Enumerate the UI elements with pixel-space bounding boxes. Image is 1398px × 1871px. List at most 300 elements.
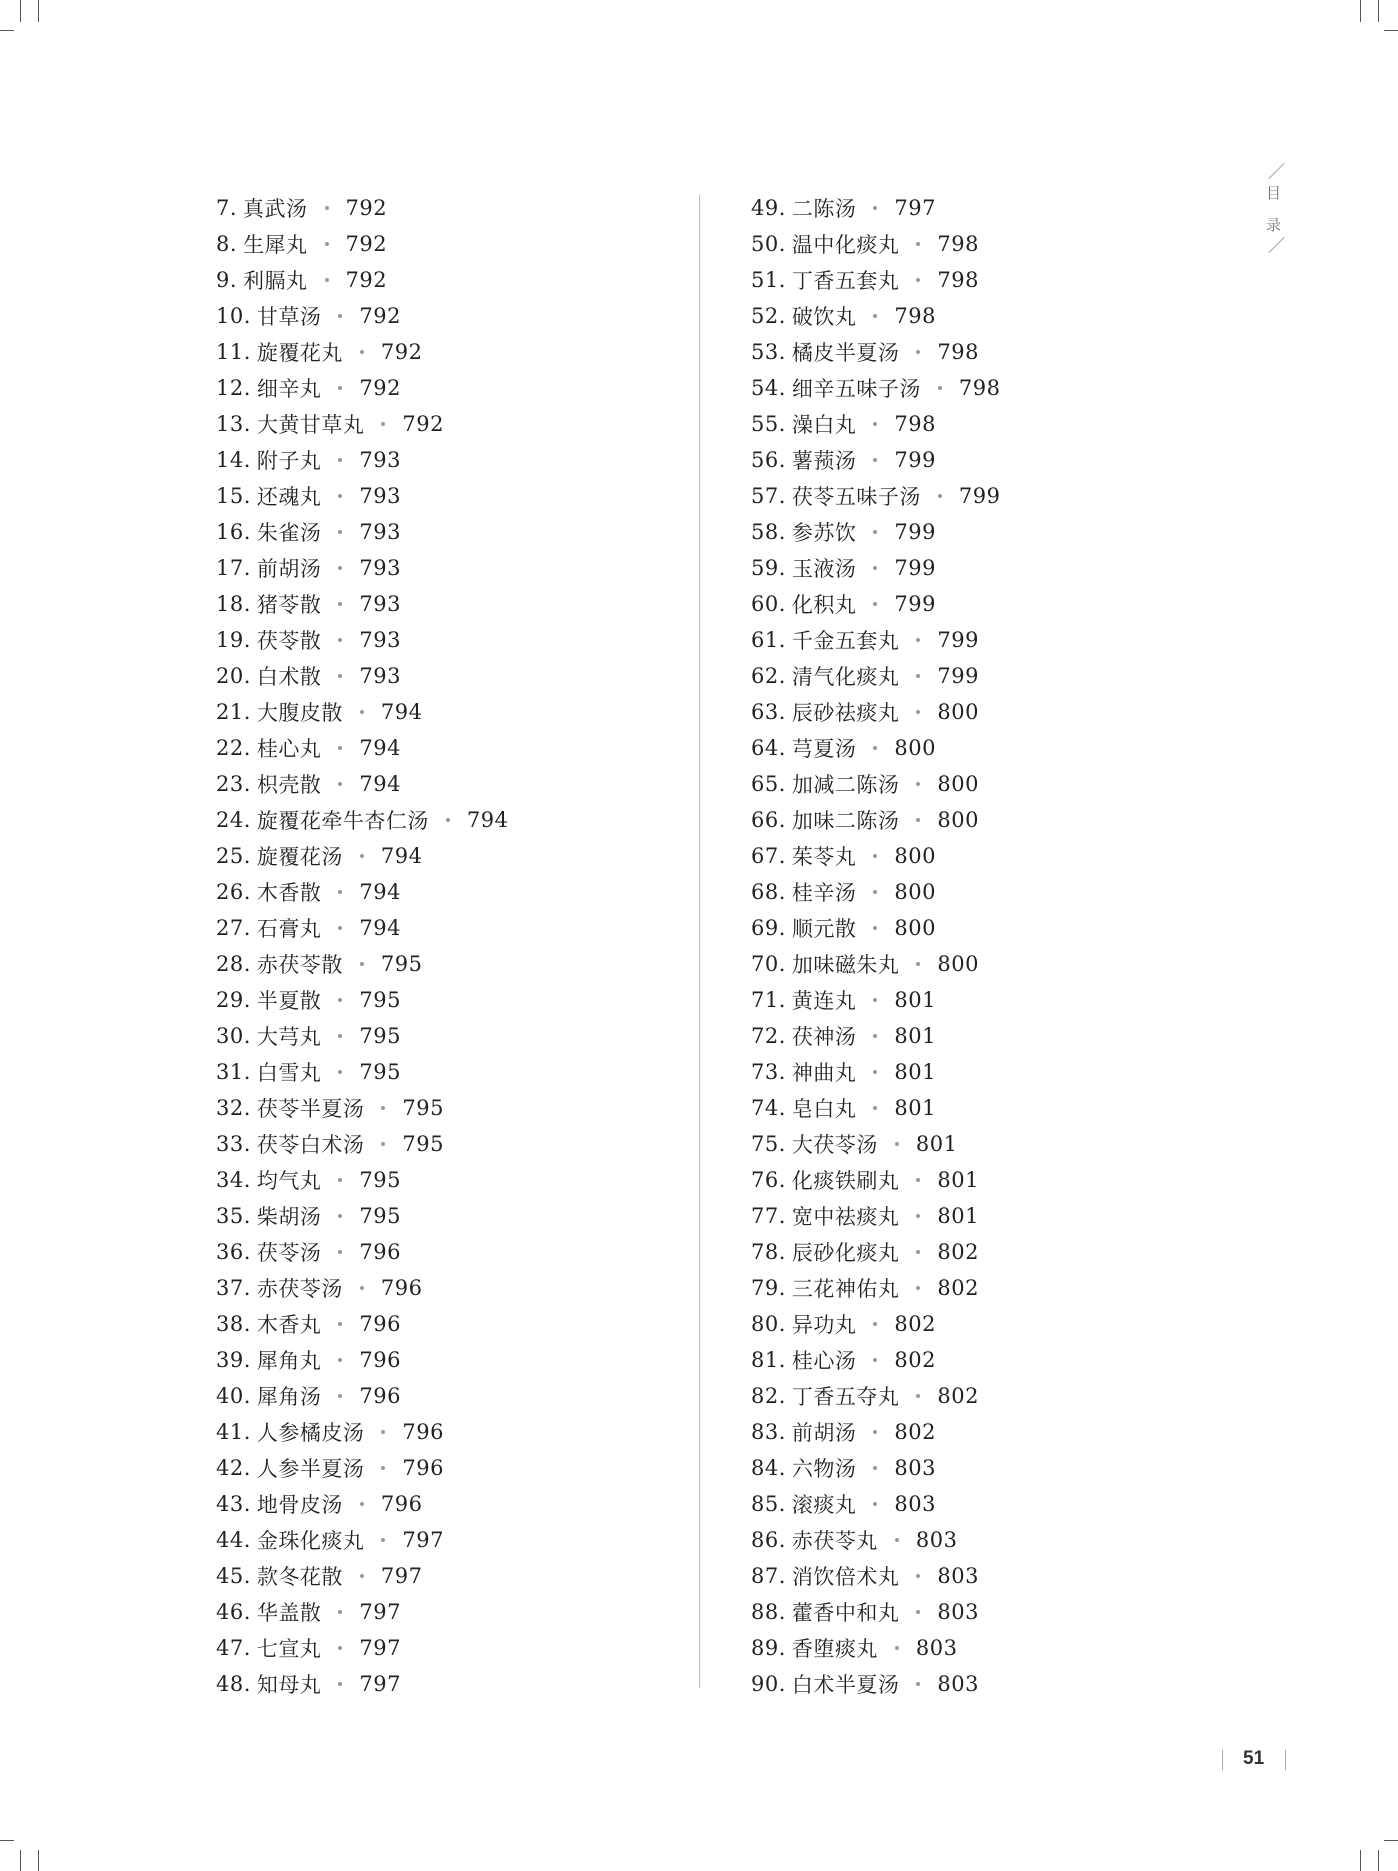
toc-entry — [751, 1162, 1001, 1198]
entry-number: 82. — [751, 1384, 786, 1408]
dot-separator — [916, 1250, 920, 1254]
dot-separator — [916, 1286, 920, 1290]
entry-page: 800 — [937, 772, 979, 796]
entry-number: 9. — [216, 268, 238, 292]
entry-number: 47. — [216, 1636, 251, 1660]
entry-title: 旋覆花汤 — [256, 845, 343, 869]
entry-number: 65. — [751, 772, 786, 796]
entry-page: 795 — [402, 1132, 444, 1156]
entry-number: 35. — [216, 1204, 251, 1228]
entry-number: 34. — [216, 1168, 251, 1192]
crop-mark — [38, 0, 39, 22]
entry-page: 798 — [937, 268, 979, 292]
entry-page: 799 — [958, 484, 1001, 508]
dot-separator — [916, 1610, 920, 1614]
entry-page: 795 — [359, 1024, 401, 1048]
entry-number: 80. — [751, 1312, 786, 1336]
entry-number: 86. — [751, 1528, 786, 1552]
entry-page: 796 — [359, 1312, 401, 1336]
entry-page: 799 — [937, 664, 979, 688]
entry-title: 还魂丸 — [256, 485, 322, 509]
entry-number: 59. — [751, 556, 786, 580]
entry-number: 27. — [216, 916, 251, 940]
entry-number: 41. — [216, 1420, 251, 1444]
entry-number: 50. — [751, 232, 786, 256]
entry-number: 67. — [751, 844, 786, 868]
entry-title: 石膏丸 — [256, 917, 322, 941]
entry-title: 六物汤 — [791, 1457, 857, 1481]
entry-page: 801 — [894, 988, 936, 1012]
toc-entry — [751, 874, 1001, 910]
entry-title: 化积丸 — [791, 593, 857, 617]
entry-title: 大腹皮散 — [256, 701, 343, 725]
entry-page: 800 — [894, 736, 936, 760]
entry-title: 澡白丸 — [791, 413, 857, 437]
dot-separator — [338, 1034, 342, 1038]
crop-mark — [20, 1850, 21, 1871]
entry-number: 28. — [216, 952, 251, 976]
entry-page: 798 — [937, 232, 979, 256]
entry-page: 802 — [894, 1420, 936, 1444]
entry-number: 13. — [216, 412, 251, 436]
toc-entry — [216, 1018, 509, 1054]
dot-separator — [338, 458, 342, 462]
entry-number: 68. — [751, 880, 786, 904]
dot-separator — [381, 1466, 385, 1470]
toc-entry — [751, 1090, 1001, 1126]
entry-number: 49. — [751, 196, 786, 220]
entry-title: 茯苓半夏汤 — [256, 1097, 365, 1121]
crop-mark — [1378, 1850, 1379, 1871]
dot-separator — [338, 674, 342, 678]
entry-page: 800 — [894, 880, 936, 904]
folio-bar — [1285, 1750, 1286, 1770]
entry-title: 桂辛汤 — [791, 881, 857, 905]
toc-entry — [216, 1450, 509, 1486]
toc-entry — [216, 514, 509, 550]
toc-entry — [751, 1234, 1001, 1270]
dot-separator — [873, 1106, 877, 1110]
toc-entry — [751, 1450, 1001, 1486]
entry-number: 73. — [751, 1060, 786, 1084]
folio-bar — [1222, 1750, 1223, 1770]
entry-title: 猪苓散 — [256, 593, 322, 617]
toc-entry — [751, 1270, 1001, 1306]
entry-title: 茯苓五味子汤 — [791, 485, 921, 509]
entry-number: 18. — [216, 592, 251, 616]
entry-page: 793 — [359, 448, 401, 472]
toc-entry — [216, 1234, 509, 1270]
entry-page: 794 — [380, 844, 423, 868]
entry-title: 知母丸 — [256, 1673, 322, 1697]
entry-number: 44. — [216, 1528, 251, 1552]
dot-separator — [325, 242, 329, 246]
toc-entry — [216, 226, 509, 262]
entry-page: 796 — [380, 1492, 423, 1516]
entry-page: 792 — [345, 196, 388, 220]
crop-mark — [0, 1840, 14, 1841]
entry-page: 797 — [359, 1672, 401, 1696]
entry-number: 76. — [751, 1168, 786, 1192]
toc-entry — [216, 262, 509, 298]
entry-title: 细辛丸 — [256, 377, 322, 401]
entry-page: 792 — [380, 340, 423, 364]
toc-entry — [216, 838, 509, 874]
section-tab-char: 录 — [1266, 216, 1282, 234]
toc-entry — [751, 658, 1001, 694]
toc-entry — [216, 1558, 509, 1594]
dot-separator — [873, 854, 877, 858]
entry-number: 72. — [751, 1024, 786, 1048]
entry-page: 793 — [359, 484, 401, 508]
entry-page: 795 — [359, 1060, 401, 1084]
entry-title: 加味磁朱丸 — [791, 953, 900, 977]
entry-page: 799 — [894, 592, 936, 616]
dot-separator — [916, 710, 920, 714]
toc-entry — [216, 1522, 509, 1558]
dot-separator — [338, 1610, 342, 1614]
entry-page: 800 — [894, 916, 936, 940]
crop-mark — [38, 1850, 39, 1871]
entry-page: 803 — [915, 1636, 958, 1660]
entry-number: 26. — [216, 880, 251, 904]
entry-number: 33. — [216, 1132, 251, 1156]
entry-page: 797 — [359, 1600, 401, 1624]
entry-title: 加味二陈汤 — [791, 809, 900, 833]
entry-number: 81. — [751, 1348, 786, 1372]
dot-separator — [873, 530, 877, 534]
entry-number: 29. — [216, 988, 251, 1012]
entry-number: 57. — [751, 484, 786, 508]
entry-number: 39. — [216, 1348, 251, 1372]
section-tab-char: 目 — [1266, 184, 1282, 202]
dot-separator — [338, 1682, 342, 1686]
entry-title: 化痰铁刷丸 — [791, 1169, 900, 1193]
entry-number: 24. — [216, 808, 251, 832]
dot-separator — [916, 1394, 920, 1398]
dot-separator — [873, 1034, 877, 1038]
entry-title: 消饮倍术丸 — [791, 1565, 900, 1589]
entry-page: 794 — [380, 700, 423, 724]
dot-separator — [338, 1070, 342, 1074]
entry-title: 黄连丸 — [791, 989, 857, 1013]
entry-title: 破饮丸 — [791, 305, 857, 329]
entry-title: 华盖散 — [256, 1601, 322, 1625]
toc-entry — [751, 334, 1001, 370]
toc-entry — [216, 694, 509, 730]
entry-number: 69. — [751, 916, 786, 940]
toc-entry — [216, 1414, 509, 1450]
toc-column-right — [751, 190, 1001, 1702]
dot-separator — [916, 638, 920, 642]
entry-title: 千金五套丸 — [791, 629, 900, 653]
toc-entry — [751, 1054, 1001, 1090]
entry-number: 74. — [751, 1096, 786, 1120]
dot-separator — [446, 818, 450, 822]
toc-entry — [751, 1594, 1001, 1630]
toc-entry — [751, 1126, 1001, 1162]
entry-number: 14. — [216, 448, 251, 472]
toc-entry — [751, 478, 1001, 514]
dot-separator — [360, 854, 364, 858]
entry-title: 丁香五套丸 — [791, 269, 900, 293]
dot-separator — [895, 1142, 899, 1146]
toc-entry — [751, 1378, 1001, 1414]
entry-title: 温中化痰丸 — [791, 233, 900, 257]
entry-page: 795 — [380, 952, 423, 976]
toc-entry — [216, 802, 509, 838]
dot-separator — [381, 1142, 385, 1146]
entry-title: 大茯苓汤 — [791, 1133, 878, 1157]
column-divider — [699, 195, 700, 1688]
entry-page: 795 — [359, 1204, 401, 1228]
entry-title: 滚痰丸 — [791, 1493, 857, 1517]
toc-entry — [751, 622, 1001, 658]
dot-separator — [325, 278, 329, 282]
toc-entry — [216, 1162, 509, 1198]
entry-page: 803 — [894, 1456, 936, 1480]
dot-separator — [360, 962, 364, 966]
toc-entry — [216, 1198, 509, 1234]
toc-entry — [751, 766, 1001, 802]
crop-mark — [1384, 30, 1398, 31]
entry-number: 7. — [216, 196, 238, 220]
entry-number: 71. — [751, 988, 786, 1012]
entry-number: 84. — [751, 1456, 786, 1480]
dot-separator — [338, 638, 342, 642]
entry-number: 61. — [751, 628, 786, 652]
dot-separator — [873, 1502, 877, 1506]
dot-separator — [916, 962, 920, 966]
entry-title: 辰砂祛痰丸 — [791, 701, 900, 725]
entry-title: 赤茯苓散 — [256, 953, 343, 977]
entry-title: 茯神汤 — [791, 1025, 857, 1049]
entry-number: 83. — [751, 1420, 786, 1444]
entry-number: 22. — [216, 736, 251, 760]
entry-page: 800 — [937, 700, 979, 724]
entry-title: 旋覆花牵牛杏仁汤 — [256, 809, 429, 833]
entry-page: 797 — [402, 1528, 444, 1552]
entry-number: 36. — [216, 1240, 251, 1264]
entry-page: 792 — [345, 232, 388, 256]
entry-page: 793 — [359, 556, 401, 580]
dot-separator — [873, 926, 877, 930]
entry-title: 人参半夏汤 — [256, 1457, 365, 1481]
toc-entry — [751, 1666, 1001, 1702]
page-number: 51 — [1243, 1748, 1265, 1769]
dot-separator — [338, 566, 342, 570]
entry-number: 43. — [216, 1492, 251, 1516]
entry-title: 大黄甘草丸 — [256, 413, 365, 437]
toc-entry — [751, 1342, 1001, 1378]
dot-separator — [381, 1430, 385, 1434]
entry-number: 55. — [751, 412, 786, 436]
toc-entry — [751, 730, 1001, 766]
dot-separator — [325, 206, 329, 210]
toc-entry — [216, 190, 509, 226]
toc-entry — [751, 1414, 1001, 1450]
entry-title: 桂心汤 — [791, 1349, 857, 1373]
entry-page: 793 — [359, 628, 401, 652]
entry-page: 799 — [894, 520, 936, 544]
entry-number: 16. — [216, 520, 251, 544]
entry-number: 40. — [216, 1384, 251, 1408]
dot-separator — [360, 1502, 364, 1506]
entry-title: 细辛五味子汤 — [791, 377, 921, 401]
dot-separator — [338, 1214, 342, 1218]
dot-separator — [338, 1358, 342, 1362]
entry-title: 神曲丸 — [791, 1061, 857, 1085]
entry-page: 801 — [894, 1096, 936, 1120]
entry-number: 64. — [751, 736, 786, 760]
toc-entry — [751, 1198, 1001, 1234]
entry-title: 木香散 — [256, 881, 322, 905]
entry-page: 801 — [937, 1204, 979, 1228]
entry-page: 800 — [894, 844, 936, 868]
entry-number: 31. — [216, 1060, 251, 1084]
entry-page: 802 — [894, 1348, 936, 1372]
entry-number: 90. — [751, 1672, 786, 1696]
toc-entry — [751, 550, 1001, 586]
toc-entry — [216, 1666, 509, 1702]
entry-title: 辰砂化痰丸 — [791, 1241, 900, 1265]
toc-entry — [751, 1486, 1001, 1522]
entry-number: 53. — [751, 340, 786, 364]
toc-entry — [216, 622, 509, 658]
entry-number: 66. — [751, 808, 786, 832]
entry-number: 17. — [216, 556, 251, 580]
entry-page: 795 — [359, 1168, 401, 1192]
entry-page: 803 — [915, 1528, 958, 1552]
entry-page: 796 — [380, 1276, 423, 1300]
entry-title: 前胡汤 — [256, 557, 322, 581]
entry-page: 802 — [937, 1240, 979, 1264]
dot-separator — [338, 890, 342, 894]
toc-entry — [216, 1486, 509, 1522]
entry-page: 797 — [380, 1564, 423, 1588]
entry-page: 798 — [894, 304, 936, 328]
dot-separator — [916, 1574, 920, 1578]
entry-page: 803 — [937, 1600, 979, 1624]
entry-page: 798 — [894, 412, 936, 436]
toc-entry — [751, 514, 1001, 550]
toc-entry — [751, 1630, 1001, 1666]
entry-number: 42. — [216, 1456, 251, 1480]
entry-title: 白雪丸 — [256, 1061, 322, 1085]
entry-number: 37. — [216, 1276, 251, 1300]
entry-title: 大芎丸 — [256, 1025, 322, 1049]
crop-mark — [20, 0, 21, 22]
entry-title: 枳壳散 — [256, 773, 322, 797]
entry-number: 63. — [751, 700, 786, 724]
entry-number: 11. — [216, 340, 251, 364]
entry-title: 桂心丸 — [256, 737, 322, 761]
dot-separator — [873, 1466, 877, 1470]
entry-page: 795 — [359, 988, 401, 1012]
entry-number: 45. — [216, 1564, 251, 1588]
dot-separator — [895, 1538, 899, 1542]
dot-separator — [873, 458, 877, 462]
toc-entry — [751, 370, 1001, 406]
dot-separator — [916, 1682, 920, 1686]
toc-entry — [216, 874, 509, 910]
dot-separator — [873, 746, 877, 750]
entry-title: 七宣丸 — [256, 1637, 322, 1661]
toc-entry — [751, 442, 1001, 478]
toc-entry — [751, 1306, 1001, 1342]
entry-page: 795 — [402, 1096, 444, 1120]
dot-separator — [338, 602, 342, 606]
dot-separator — [873, 1358, 877, 1362]
entry-number: 38. — [216, 1312, 251, 1336]
entry-page: 792 — [359, 304, 401, 328]
toc-entry — [216, 370, 509, 406]
entry-title: 茯苓散 — [256, 629, 322, 653]
crop-mark — [1360, 1850, 1361, 1871]
entry-page: 798 — [958, 376, 1001, 400]
toc-entry — [751, 946, 1001, 982]
entry-page: 801 — [915, 1132, 958, 1156]
toc-entry — [216, 1378, 509, 1414]
toc-entry — [216, 1090, 509, 1126]
toc-entry — [216, 1126, 509, 1162]
entry-page: 793 — [359, 664, 401, 688]
toc-entry — [216, 766, 509, 802]
entry-title: 白术散 — [256, 665, 322, 689]
entry-title: 玉液汤 — [791, 557, 857, 581]
entry-page: 803 — [937, 1672, 979, 1696]
dot-separator — [338, 782, 342, 786]
entry-page: 803 — [937, 1564, 979, 1588]
toc-entry — [216, 910, 509, 946]
entry-number: 48. — [216, 1672, 251, 1696]
dot-separator — [873, 602, 877, 606]
dot-separator — [895, 1646, 899, 1650]
entry-title: 金珠化痰丸 — [256, 1529, 365, 1553]
entry-number: 70. — [751, 952, 786, 976]
dot-separator — [916, 350, 920, 354]
dot-separator — [338, 746, 342, 750]
entry-title: 赤茯苓丸 — [791, 1529, 878, 1553]
entry-page: 801 — [894, 1060, 936, 1084]
entry-page: 796 — [359, 1348, 401, 1372]
toc-entry — [751, 838, 1001, 874]
entry-number: 89. — [751, 1636, 786, 1660]
dot-separator — [338, 494, 342, 498]
toc-entry — [216, 1054, 509, 1090]
toc-entry — [216, 1342, 509, 1378]
entry-page: 796 — [402, 1420, 444, 1444]
crop-mark — [1384, 1840, 1398, 1841]
entry-number: 25. — [216, 844, 251, 868]
entry-title: 茯苓汤 — [256, 1241, 322, 1265]
entry-page: 800 — [937, 808, 979, 832]
dot-separator — [360, 1286, 364, 1290]
toc-entry — [751, 586, 1001, 622]
entry-number: 20. — [216, 664, 251, 688]
toc-entry — [216, 1270, 509, 1306]
entry-number: 88. — [751, 1600, 786, 1624]
toc-entry — [751, 694, 1001, 730]
crop-mark — [0, 30, 14, 31]
entry-number: 52. — [751, 304, 786, 328]
entry-number: 85. — [751, 1492, 786, 1516]
dot-separator — [381, 1106, 385, 1110]
entry-page: 796 — [359, 1384, 401, 1408]
entry-number: 60. — [751, 592, 786, 616]
dot-separator — [360, 1574, 364, 1578]
entry-number: 8. — [216, 232, 238, 256]
